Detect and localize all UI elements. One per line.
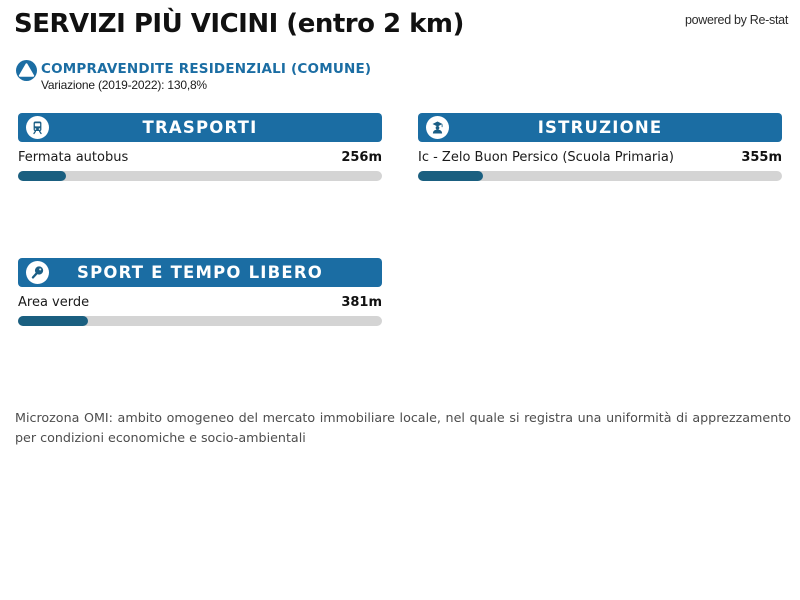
page-title: SERVIZI PIÙ VICINI (entro 2 km) — [14, 9, 464, 39]
service-item — [418, 150, 782, 165]
paddle-icon — [26, 261, 49, 284]
summary-title: COMPRAVENDITE RESIDENZIALI (COMUNE) — [41, 61, 372, 77]
powered-by-label: powered by Re-stat — [685, 13, 788, 27]
section-sport-tempo-libero — [18, 258, 382, 326]
section-title: SPORT E TEMPO LIBERO — [76, 263, 324, 282]
section-trasporti — [18, 113, 382, 181]
distance-bar-fill — [18, 316, 88, 326]
service-label: Area verde — [18, 295, 90, 310]
section-istruzione — [418, 113, 782, 181]
delta-icon — [16, 60, 37, 81]
section-title: TRASPORTI — [142, 118, 258, 137]
distance-bar-track — [18, 316, 382, 326]
microzona-footnote: Microzona OMI: ambito omogeneo del mercato immobiliare locale, nel quale si registra una uniformità di apprezzamento per condizioni economiche e socio-ambientali — [15, 410, 791, 445]
graduate-icon — [426, 116, 449, 139]
section-header — [18, 113, 382, 142]
service-distance: 256m — [341, 150, 382, 165]
service-label: Ic - Zelo Buon Persico (Scuola Primaria) — [418, 150, 674, 165]
summary-subtitle: Variazione (2019-2022): 130,8% — [41, 78, 207, 92]
section-title: ISTRUZIONE — [537, 118, 663, 137]
service-distance: 355m — [741, 150, 782, 165]
distance-bar-fill — [418, 171, 483, 181]
section-header — [18, 258, 382, 287]
distance-bar-fill — [18, 171, 66, 181]
section-header — [418, 113, 782, 142]
service-item — [18, 150, 382, 165]
service-item — [18, 295, 382, 310]
service-distance: 381m — [341, 295, 382, 310]
service-label: Fermata autobus — [18, 150, 129, 165]
distance-bar-track — [418, 171, 782, 181]
distance-bar-track — [18, 171, 382, 181]
bus-icon — [26, 116, 49, 139]
